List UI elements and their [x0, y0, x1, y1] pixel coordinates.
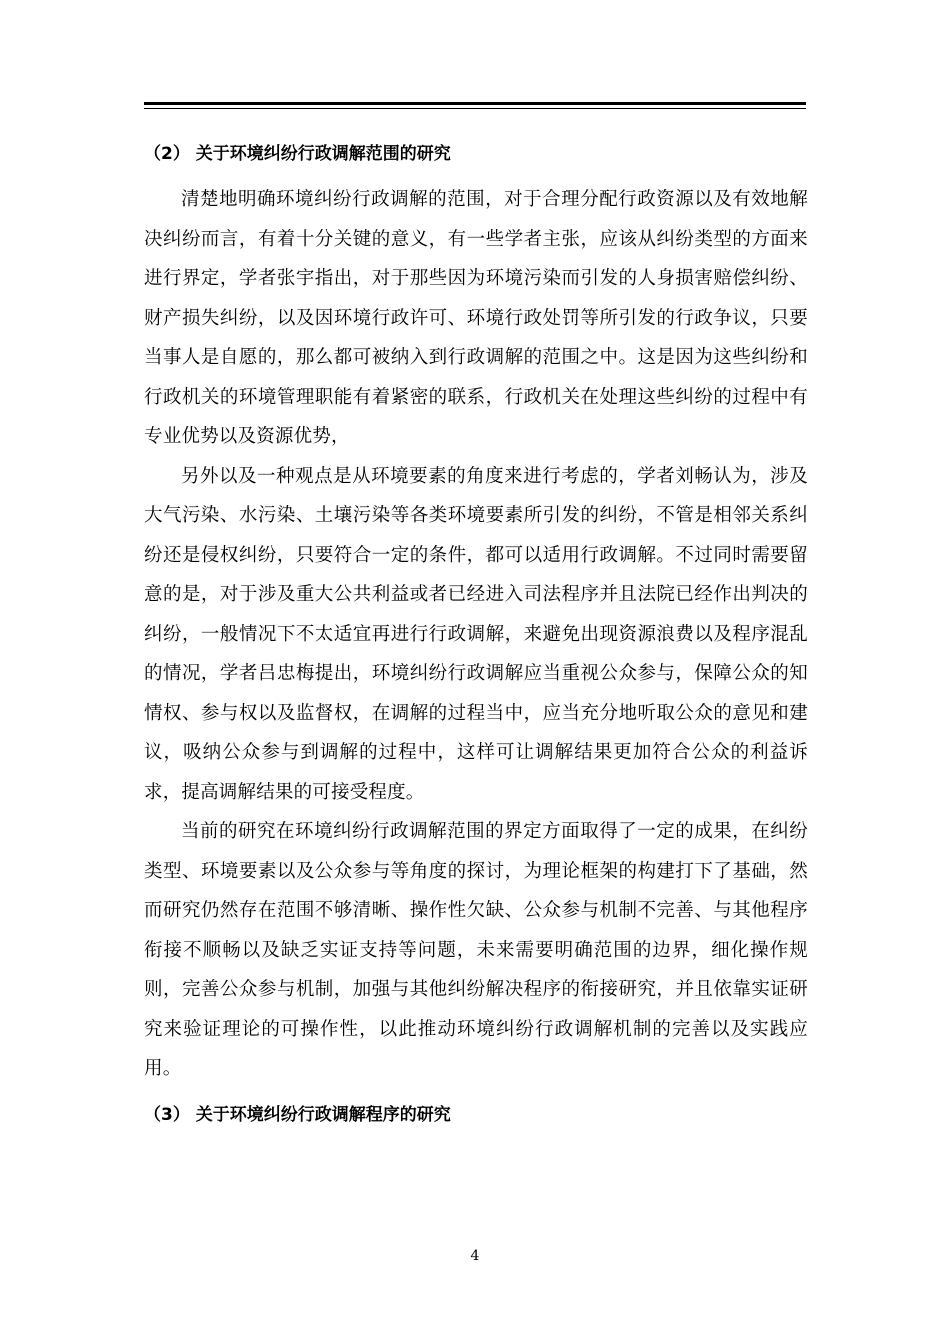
body-paragraph-3: 当前的研究在环境纠纷行政调解范围的界定方面取得了一定的成果，在纠纷类型、环境要素以及公众参与等角度的探讨，为理论框架的构建打下了基础，然而研究仍然存在范围不够清晰、操作性欠缺、公众参与机制不完善、与其他程序衔接不顺畅以及缺乏实证支持等问题，未来需要明确范围的边界，细化操作规则，完善公众参与机制，加强与其他纠纷解决程序的衔接研究，并且依靠实证研究来验证理论的可操作性，以此推动环境纠纷行政调解机制的完善以及实践应用。: [144, 821, 808, 1079]
document-body: [144, 134, 808, 1135]
page-number: 4: [470, 1248, 480, 1264]
section-heading-3: （3） 关于环境纠纷行政调解程序的研究: [144, 1104, 451, 1125]
header-double-rule: [144, 102, 806, 110]
body-paragraph-1: 清楚地明确环境纠纷行政调解的范围，对于合理分配行政资源以及有效地解决纠纷而言，有着十分关键的意义，有一些学者主张，应该从纠纷类型的方面来进行界定，学者张宇指出，对于那些因为环境污染而引发的人身损害赔偿纠纷、财产损失纠纷，以及因环境行政许可、环境行政处罚等所引发的行政争议，只要当事人是自愿的，那么都可被纳入到行政调解的范围之中。这是因为这些纠纷和行政机关的环境管理职能有着紧密的联系，行政机关在处理这些纠纷的过程中有专业优势以及资源优势，: [144, 189, 808, 447]
header-rule-thin: [144, 108, 806, 109]
body-paragraph-2: 另外以及一种观点是从环境要素的角度来进行考虑的，学者刘畅认为，涉及大气污染、水污染、土壤污染等各类环境要素所引发的纠纷，不管是相邻关系纠纷还是侵权纠纷，只要符合一定的条件，都可以适用行政调解。不过同时需要留意的是，对于涉及重大公共利益或者已经进入司法程序并且法院已经作出判决的纠纷，一般情况下不太适宜再进行行政调解，来避免出现资源浪费以及程序混乱的情况，学者吕忠梅提出，环境纠纷行政调解应当重视公众参与，保障公众的知情权、参与权以及监督权，在调解的过程当中，应当充分地听取公众的意见和建议，吸纳公众参与到调解的过程中，这样可让调解结果更加符合公众的利益诉求，提高调解结果的可接受程度。: [144, 465, 808, 803]
header-rule-thick: [144, 102, 806, 105]
section-heading-2: （2） 关于环境纠纷行政调解范围的研究: [144, 144, 451, 164]
